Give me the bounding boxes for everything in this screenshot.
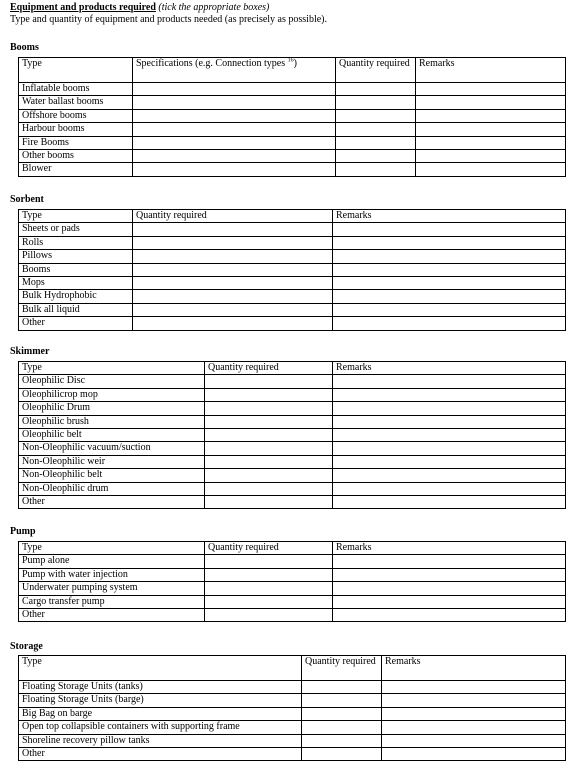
sorbent-remarks-cell[interactable] — [333, 223, 566, 236]
storage-type-cell: Shoreline recovery pillow tanks — [19, 734, 302, 747]
table-row — [19, 136, 566, 149]
booms-header-row — [19, 58, 566, 83]
booms-type-cell: Other booms — [19, 150, 133, 163]
skimmer-quantity-cell[interactable] — [205, 482, 333, 495]
booms-specs-cell[interactable] — [133, 96, 336, 109]
table-row — [19, 303, 566, 316]
sorbent-quantity-cell[interactable] — [133, 277, 333, 290]
booms-quantity-cell[interactable] — [336, 83, 416, 96]
storage-col-quantity: Quantity required — [302, 656, 382, 681]
skimmer-remarks-cell[interactable] — [333, 442, 566, 455]
table-row — [19, 555, 566, 568]
table-row — [19, 694, 566, 707]
table-row — [19, 469, 566, 482]
skimmer-quantity-cell[interactable] — [205, 469, 333, 482]
sorbent-type-cell: Rolls — [19, 236, 133, 249]
booms-col-specs-close: ) — [293, 58, 297, 69]
pump-type-cell: Pump with water injection — [19, 568, 205, 581]
pump-col-quantity: Quantity required — [205, 542, 333, 555]
sorbent-section-title: Sorbent — [10, 194, 44, 205]
table-row — [19, 734, 566, 747]
table-row — [19, 681, 566, 694]
storage-type-cell: Open top collapsible containers with supporting frame — [19, 721, 302, 734]
table-row — [19, 595, 566, 608]
booms-remarks-cell[interactable] — [416, 150, 566, 163]
sorbent-remarks-cell[interactable] — [333, 250, 566, 263]
storage-col-remarks: Remarks — [382, 656, 566, 681]
pump-quantity-cell[interactable] — [205, 582, 333, 595]
booms-type-cell: Fire Booms — [19, 136, 133, 149]
skimmer-remarks-cell[interactable] — [333, 388, 566, 401]
booms-quantity-cell[interactable] — [336, 136, 416, 149]
form-instruction-note: (tick the appropriate boxes) — [158, 2, 270, 13]
skimmer-type-cell: Non-Oleophilic drum — [19, 482, 205, 495]
sorbent-remarks-cell[interactable] — [333, 303, 566, 316]
table-row — [19, 250, 566, 263]
footnote-ref: 16 — [287, 57, 294, 64]
skimmer-quantity-cell[interactable] — [205, 429, 333, 442]
sorbent-quantity-cell[interactable] — [133, 223, 333, 236]
pump-header-row — [19, 542, 566, 555]
table-row — [19, 496, 566, 509]
skimmer-type-cell: Oleophilic Drum — [19, 402, 205, 415]
storage-remarks-cell[interactable] — [382, 721, 566, 734]
booms-quantity-cell[interactable] — [336, 109, 416, 122]
skimmer-remarks-cell[interactable] — [333, 415, 566, 428]
booms-specs-cell[interactable] — [133, 136, 336, 149]
pump-type-cell: Cargo transfer pump — [19, 595, 205, 608]
table-row — [19, 109, 566, 122]
form-title: Equipment and products required — [10, 2, 156, 13]
sorbent-quantity-cell[interactable] — [133, 303, 333, 316]
skimmer-type-cell: Non-Oleophilic belt — [19, 469, 205, 482]
table-row — [19, 236, 566, 249]
skimmer-type-cell: Non-Oleophilic weir — [19, 455, 205, 468]
skimmer-col-remarks: Remarks — [333, 362, 566, 375]
booms-type-cell: Blower — [19, 163, 133, 176]
table-row — [19, 223, 566, 236]
form-subtitle: Type and quantity of equipment and products needed (as precisely as possible). — [10, 14, 327, 25]
table-row — [19, 568, 566, 581]
form-header — [10, 2, 565, 26]
sorbent-quantity-cell[interactable] — [133, 317, 333, 330]
sorbent-table — [18, 209, 566, 331]
skimmer-quantity-cell[interactable] — [205, 388, 333, 401]
skimmer-col-type: Type — [19, 362, 205, 375]
pump-remarks-cell[interactable] — [333, 609, 566, 622]
skimmer-remarks-cell[interactable] — [333, 469, 566, 482]
skimmer-table — [18, 361, 566, 509]
sorbent-type-cell: Bulk all liquid — [19, 303, 133, 316]
storage-remarks-cell[interactable] — [382, 734, 566, 747]
booms-type-cell: Inflatable booms — [19, 83, 133, 96]
skimmer-type-cell: Oleophilic brush — [19, 415, 205, 428]
sorbent-type-cell: Pillows — [19, 250, 133, 263]
storage-type-cell: Floating Storage Units (tanks) — [19, 681, 302, 694]
table-row — [19, 609, 566, 622]
table-row — [19, 123, 566, 136]
sorbent-quantity-cell[interactable] — [133, 290, 333, 303]
table-row — [19, 415, 566, 428]
booms-col-remarks: Remarks — [416, 58, 566, 83]
sorbent-type-cell: Sheets or pads — [19, 223, 133, 236]
table-row — [19, 455, 566, 468]
booms-quantity-cell[interactable] — [336, 123, 416, 136]
pump-quantity-cell[interactable] — [205, 609, 333, 622]
pump-section-title: Pump — [10, 526, 36, 537]
form-title-line — [10, 2, 565, 14]
table-row — [19, 290, 566, 303]
skimmer-remarks-cell[interactable] — [333, 375, 566, 388]
skimmer-type-cell: Oleophilic Disc — [19, 375, 205, 388]
table-row — [19, 707, 566, 720]
booms-remarks-cell[interactable] — [416, 109, 566, 122]
sorbent-remarks-cell[interactable] — [333, 236, 566, 249]
skimmer-remarks-cell[interactable] — [333, 496, 566, 509]
sorbent-col-type: Type — [19, 210, 133, 223]
storage-quantity-cell[interactable] — [302, 707, 382, 720]
sorbent-remarks-cell[interactable] — [333, 263, 566, 276]
booms-col-specs-text: Specifications (e.g. Connection types — [136, 58, 286, 69]
booms-col-specs — [133, 58, 336, 83]
skimmer-remarks-cell[interactable] — [333, 455, 566, 468]
storage-type-cell: Big Bag on barge — [19, 707, 302, 720]
pump-type-cell: Other — [19, 609, 205, 622]
booms-remarks-cell[interactable] — [416, 96, 566, 109]
pump-remarks-cell[interactable] — [333, 582, 566, 595]
booms-type-cell: Water ballast booms — [19, 96, 133, 109]
booms-col-type: Type — [19, 58, 133, 83]
table-row — [19, 442, 566, 455]
booms-quantity-cell[interactable] — [336, 163, 416, 176]
skimmer-quantity-cell[interactable] — [205, 415, 333, 428]
pump-remarks-cell[interactable] — [333, 555, 566, 568]
table-row — [19, 748, 566, 761]
storage-remarks-cell[interactable] — [382, 748, 566, 761]
pump-quantity-cell[interactable] — [205, 595, 333, 608]
skimmer-header-row — [19, 362, 566, 375]
table-row — [19, 96, 566, 109]
sorbent-type-cell: Mops — [19, 277, 133, 290]
skimmer-quantity-cell[interactable] — [205, 455, 333, 468]
storage-type-cell: Floating Storage Units (barge) — [19, 694, 302, 707]
table-row — [19, 163, 566, 176]
sorbent-quantity-cell[interactable] — [133, 263, 333, 276]
table-row — [19, 263, 566, 276]
table-row — [19, 482, 566, 495]
table-row — [19, 721, 566, 734]
booms-remarks-cell[interactable] — [416, 136, 566, 149]
storage-header-row — [19, 656, 566, 681]
booms-quantity-cell[interactable] — [336, 96, 416, 109]
booms-remarks-cell[interactable] — [416, 123, 566, 136]
sorbent-header-row — [19, 210, 566, 223]
booms-quantity-cell[interactable] — [336, 150, 416, 163]
table-row — [19, 375, 566, 388]
table-row — [19, 582, 566, 595]
pump-remarks-cell[interactable] — [333, 568, 566, 581]
table-row — [19, 402, 566, 415]
storage-section-title: Storage — [10, 641, 43, 652]
table-row — [19, 317, 566, 330]
booms-col-quantity: Quantity required — [336, 58, 416, 83]
storage-remarks-cell[interactable] — [382, 681, 566, 694]
booms-remarks-cell[interactable] — [416, 83, 566, 96]
booms-remarks-cell[interactable] — [416, 163, 566, 176]
booms-type-cell: Harbour booms — [19, 123, 133, 136]
pump-type-cell: Pump alone — [19, 555, 205, 568]
sorbent-remarks-cell[interactable] — [333, 277, 566, 290]
booms-specs-cell[interactable] — [133, 83, 336, 96]
booms-specs-cell[interactable] — [133, 109, 336, 122]
sorbent-col-quantity: Quantity required — [133, 210, 333, 223]
skimmer-remarks-cell[interactable] — [333, 482, 566, 495]
sorbent-col-remarks: Remarks — [333, 210, 566, 223]
skimmer-type-cell: Other — [19, 496, 205, 509]
storage-col-type: Type — [19, 656, 302, 681]
table-row — [19, 277, 566, 290]
storage-quantity-cell[interactable] — [302, 734, 382, 747]
skimmer-quantity-cell[interactable] — [205, 402, 333, 415]
booms-table — [18, 57, 566, 177]
storage-type-cell: Other — [19, 748, 302, 761]
sorbent-quantity-cell[interactable] — [133, 236, 333, 249]
sorbent-type-cell: Booms — [19, 263, 133, 276]
pump-table — [18, 541, 566, 622]
skimmer-type-cell: Non-Oleophilic vacuum/suction — [19, 442, 205, 455]
booms-specs-cell[interactable] — [133, 123, 336, 136]
booms-specs-cell[interactable] — [133, 150, 336, 163]
skimmer-quantity-cell[interactable] — [205, 375, 333, 388]
sorbent-type-cell: Bulk Hydrophobic — [19, 290, 133, 303]
storage-table — [18, 655, 566, 761]
pump-col-type: Type — [19, 542, 205, 555]
table-row — [19, 83, 566, 96]
storage-quantity-cell[interactable] — [302, 694, 382, 707]
table-row — [19, 150, 566, 163]
sorbent-quantity-cell[interactable] — [133, 250, 333, 263]
pump-col-remarks: Remarks — [333, 542, 566, 555]
pump-type-cell: Underwater pumping system — [19, 582, 205, 595]
sorbent-type-cell: Other — [19, 317, 133, 330]
table-row — [19, 429, 566, 442]
skimmer-quantity-cell[interactable] — [205, 496, 333, 509]
sorbent-remarks-cell[interactable] — [333, 290, 566, 303]
booms-type-cell: Offshore booms — [19, 109, 133, 122]
pump-remarks-cell[interactable] — [333, 595, 566, 608]
storage-quantity-cell[interactable] — [302, 748, 382, 761]
pump-quantity-cell[interactable] — [205, 555, 333, 568]
booms-section-title: Booms — [10, 42, 39, 53]
table-row — [19, 388, 566, 401]
pump-quantity-cell[interactable] — [205, 568, 333, 581]
skimmer-col-quantity: Quantity required — [205, 362, 333, 375]
storage-remarks-cell[interactable] — [382, 707, 566, 720]
skimmer-type-cell: Oleophilicrop mop — [19, 388, 205, 401]
storage-remarks-cell[interactable] — [382, 694, 566, 707]
skimmer-section-title: Skimmer — [10, 346, 50, 357]
storage-quantity-cell[interactable] — [302, 681, 382, 694]
sorbent-remarks-cell[interactable] — [333, 317, 566, 330]
storage-quantity-cell[interactable] — [302, 721, 382, 734]
skimmer-remarks-cell[interactable] — [333, 429, 566, 442]
skimmer-remarks-cell[interactable] — [333, 402, 566, 415]
skimmer-quantity-cell[interactable] — [205, 442, 333, 455]
booms-specs-cell[interactable] — [133, 163, 336, 176]
skimmer-type-cell: Oleophilic belt — [19, 429, 205, 442]
